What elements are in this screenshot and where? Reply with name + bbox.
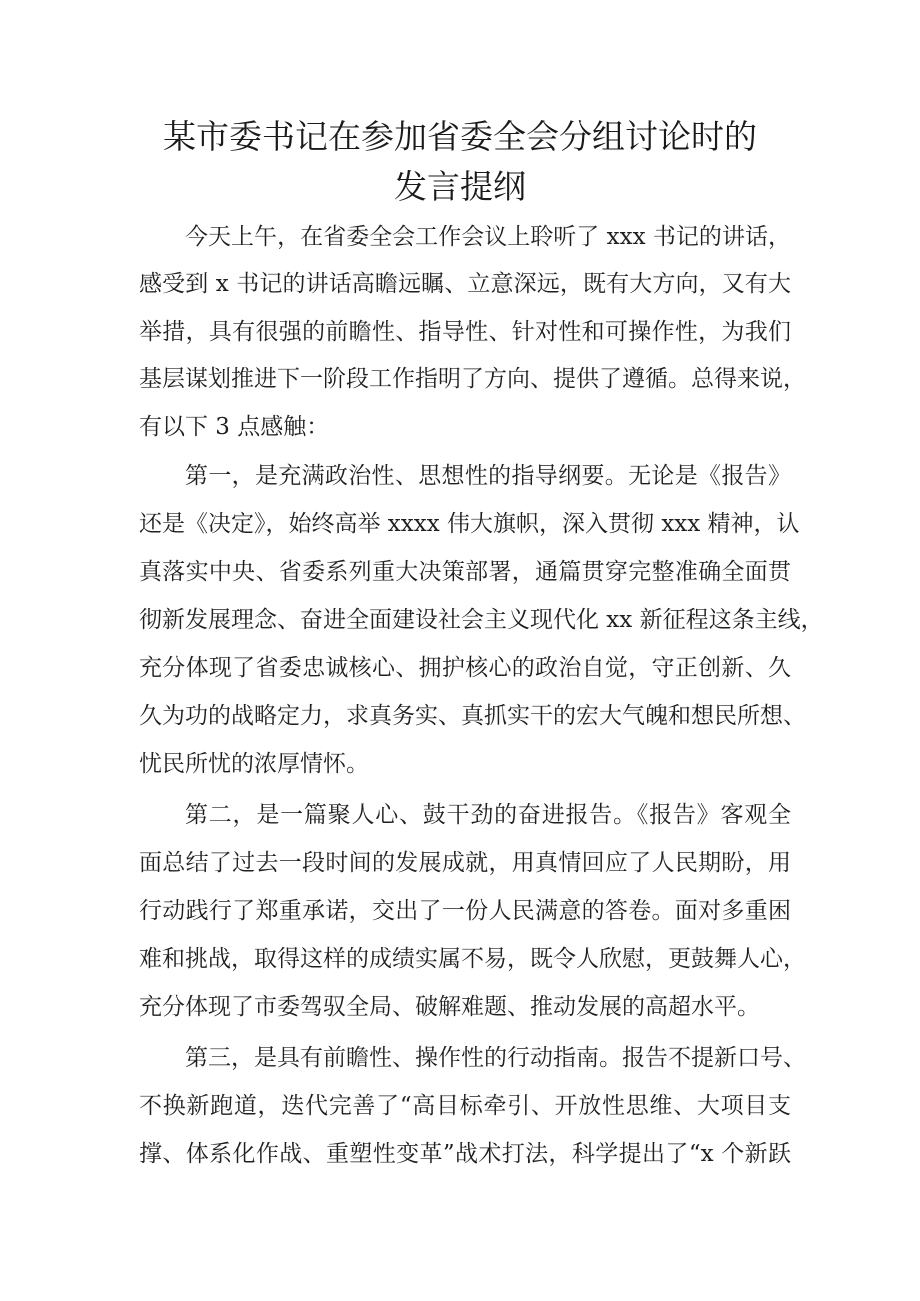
document-title-line-2: 发言提纲 [394, 167, 526, 206]
text-line: 第三，是具有前瞻性、操作性的行动指南。报告不提新口号、 [185, 1045, 806, 1071]
text-line: 久为功的战略定力，求真务实、真抓实干的宏大气魄和想民所想、 [139, 703, 806, 729]
text-line: 真落实中央、省委系列重大决策部署，通篇贯穿完整准确全面贯 [139, 559, 791, 585]
text-line: 充分体现了市委驾驭全局、破解难题、推动发展的高超水平。 [139, 994, 760, 1020]
text-line: 不换新跑道，迭代完善了“高目标牵引、开放性思维、大项目支 [139, 1093, 791, 1119]
text-line: 感受到 x 书记的讲话高瞻远瞩、立意深远，既有大方向，又有大 [139, 271, 791, 297]
text-line: 行动践行了郑重承诺，交出了一份人民满意的答卷。面对多重困 [139, 898, 791, 924]
text-line: 基层谋划推进下一阶段工作指明了方向、提供了遵循。总得来说， [139, 366, 806, 392]
text-line: 今天上午，在省委全会工作会议上聆听了 xxx 书记的讲话， [185, 224, 791, 250]
text-line: 充分体现了省委忠诚核心、拥护核心的政治自觉，守正创新、久 [139, 655, 791, 681]
text-line: 第二，是一篇聚人心、鼓干劲的奋进报告。《报告》客观全 [185, 802, 791, 828]
text-line: 难和挑战，取得这样的成绩实属不易，既令人欣慰，更鼓舞人心， [139, 946, 806, 972]
text-line: 举措，具有很强的前瞻性、指导性、针对性和可操作性，为我们 [139, 319, 791, 345]
text-line: 忧民所忧的浓厚情怀。 [139, 751, 369, 777]
text-line: 彻新发展理念、奋进全面建设社会主义现代化 xx 新征程这条主线， [139, 607, 824, 633]
text-line: 有以下 3 点感触： [139, 414, 330, 440]
text-line: 撑、体系化作战、重塑性变革”战术打法，科学提出了“x 个新跃 [139, 1141, 791, 1167]
text-line: 还是《决定》，始终高举 xxxx 伟大旗帜，深入贯彻 xxx 精神，认 [139, 511, 800, 537]
text-line: 第一，是充满政治性、思想性的指导纲要。无论是《报告》 [185, 463, 791, 489]
text-line: 面总结了过去一段时间的发展成就，用真情回应了人民期盼，用 [139, 850, 791, 876]
document-title-line-1: 某市委书记在参加省委全会分组讨论时的 [163, 117, 757, 156]
